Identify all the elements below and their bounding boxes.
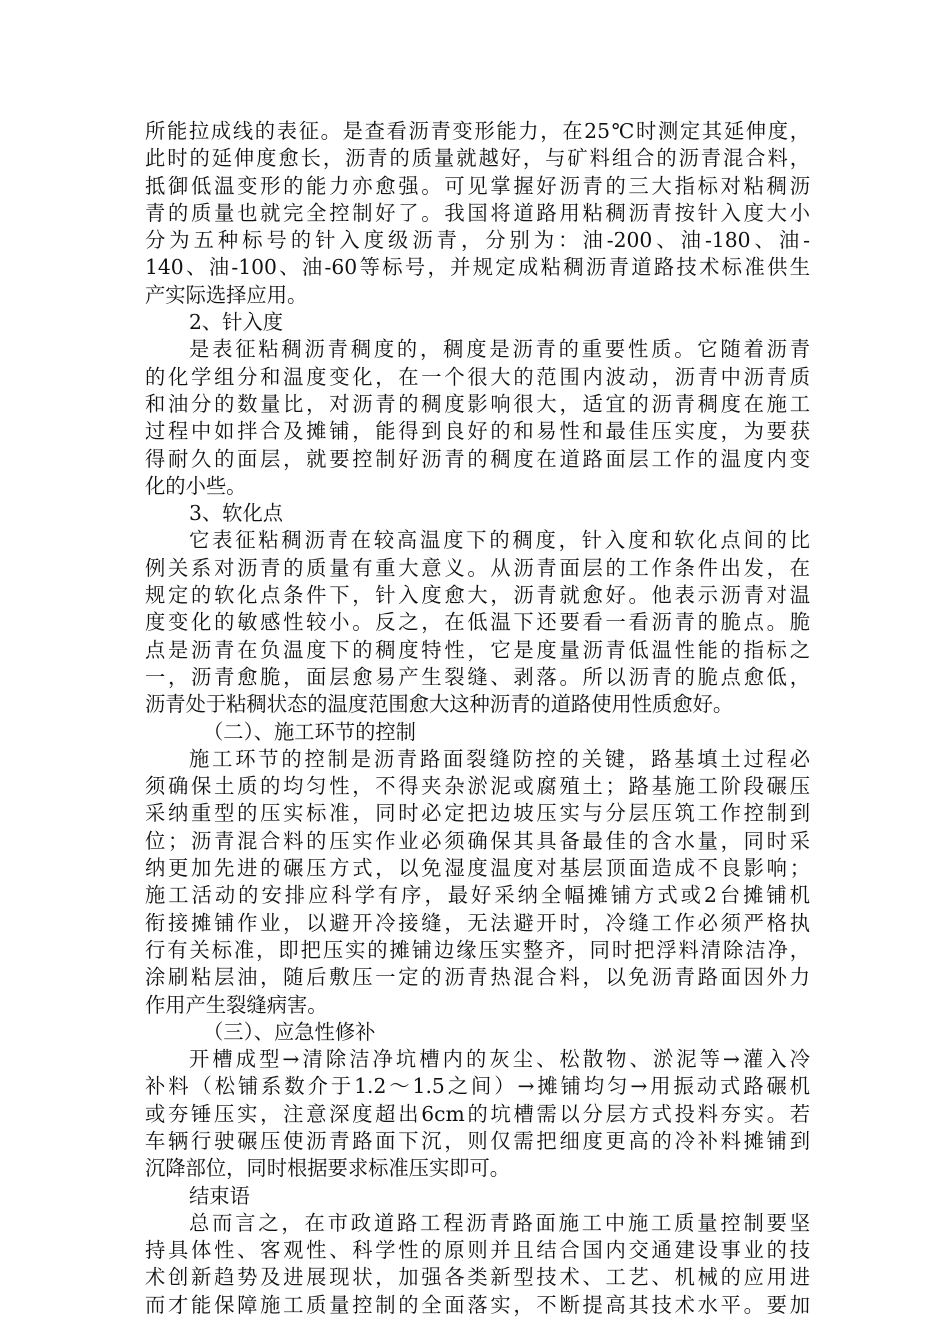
document-page (145, 118, 810, 1319)
text-line: 得耐久的面层，就要控制好沥青的稠度在道路面层工作的温度内变 (145, 446, 810, 471)
section-heading-construction-control: （二）、施工环节的控制 (203, 719, 416, 744)
text-line: 采纳重型的压实标准，同时必定把边坡压实与分层压筑工作控制到 (145, 801, 810, 826)
section-heading-emergency-repair: （三）、应急性修补 (203, 1019, 376, 1044)
text-line: 行有关标准，即把压实的摊铺边缘压实整齐，同时把浮料清除洁净， (145, 937, 810, 962)
text-line: 总而言之，在市政道路工程沥青路面施工中施工质量控制要坚 (189, 1210, 810, 1235)
text-line: 补料（松铺系数介于1.2～1.5之间）→摊铺均匀→用振动式路碾机 (145, 1074, 810, 1099)
text-line: 例关系对沥青的质量有重大意义。从沥青面层的工作条件出发，在 (145, 555, 810, 580)
paragraph-penetration (145, 336, 810, 500)
paragraph-softening-point (145, 527, 810, 718)
text-line: 车辆行驶碾压使沥青路面下沉，则仅需把细度更高的冷补料摊铺到 (145, 1128, 810, 1153)
paragraph-emergency-repair (145, 1046, 810, 1182)
text-line: 须确保土质的均匀性，不得夹杂淤泥或腐殖土；路基施工阶段碾压 (145, 774, 810, 799)
text-line: 或夯锤压实，注意深度超出6cm的坑槽需以分层方式投料夯实。若 (145, 1101, 810, 1126)
text-line: 规定的软化点条件下，针入度愈大，沥青就愈好。他表示沥青对温 (145, 583, 810, 608)
paragraph-construction-control (145, 746, 810, 1019)
section-heading-penetration: 2、针入度 (189, 310, 284, 335)
text-line: 沉降部位，同时根据要求标准压实即可。 (145, 1156, 511, 1181)
text-line: 化的小些。 (145, 473, 247, 498)
text-line: 术创新趋势及进展现状，加强各类新型技术、工艺、机械的应用进 (145, 1265, 810, 1290)
text-line: 140、油-100、油-60等标号，并规定成粘稠沥青道路技术标准供生 (145, 255, 810, 280)
text-line: 开槽成型→清除洁净坑槽内的灰尘、松散物、淤泥等→灌入冷 (189, 1047, 810, 1072)
text-line: 所能拉成线的表征。是查看沥青变形能力，在25℃时测定其延伸度， (145, 119, 810, 143)
text-line: 过程中如拌合及摊铺，能得到良好的和易性和最佳压实度，为要获 (145, 419, 810, 444)
text-line: 衔接摊铺作业，以避开冷接缝，无法避开时，冷缝工作必须严格执 (145, 910, 810, 935)
text-line: 而才能保障施工质量控制的全面落实，不断提高其技术水平。要加 (145, 1292, 810, 1317)
text-line: 点是沥青在负温度下的稠度特性，它是度量沥青低温性能的指标之 (145, 637, 810, 662)
paragraph-conclusion (145, 1210, 810, 1319)
text-line: 施工环节的控制是沥青路面裂缝防控的关键，路基填土过程必 (189, 746, 810, 771)
text-line: 产实际选择应用。 (145, 282, 308, 307)
text-line: 度变化的敏感性较小。反之，在低温下还要看一看沥青的脆点。脆 (145, 610, 810, 635)
section-heading-conclusion: 结束语 (189, 1183, 250, 1208)
text-line: 持具体性、客观性、科学性的原则并且结合国内交通建设事业的技 (145, 1238, 810, 1263)
paragraph-ductility (145, 118, 810, 309)
text-line: 抵御低温变形的能力亦愈强。可见掌握好沥青的三大指标对粘稠沥 (145, 173, 810, 198)
text-line: 纳更加先进的碾压方式，以免湿度温度对基层顶面造成不良影响； (145, 856, 810, 881)
text-line: 它表征粘稠沥青在较高温度下的稠度，针入度和软化点间的比 (189, 528, 810, 553)
text-line: 是表征粘稠沥青稠度的，稠度是沥青的重要性质。它随着沥青 (189, 337, 810, 362)
text-line: 一，沥青愈脆，面层愈易产生裂缝、剥落。所以沥青的脆点愈低， (145, 664, 810, 689)
text-line: 分为五种标号的针入度级沥青，分别为：油-200、油-180、油- (145, 228, 810, 253)
text-line: 位；沥青混合料的压实作业必须确保其具备最佳的含水量，同时采 (145, 828, 810, 853)
text-line: 青的质量也就完全控制好了。我国将道路用粘稠沥青按针入度大小 (145, 200, 810, 225)
text-line: 作用产生裂缝病害。 (145, 992, 328, 1017)
text-line: 施工活动的安排应科学有序，最好采纳全幅摊铺方式或2台摊铺机 (145, 883, 810, 908)
text-line: 此时的延伸度愈长，沥青的质量就越好，与矿料组合的沥青混合料， (145, 146, 810, 171)
text-line: 涂刷粘层油，随后敷压一定的沥青热混合料，以免沥青路面因外力 (145, 965, 810, 990)
text-line: 和油分的数量比，对沥青的稠度影响很大，适宜的沥青稠度在施工 (145, 391, 810, 416)
text-line: 沥青处于粘稠状态的温度范围愈大这种沥青的道路使用性质愈好。 (145, 692, 734, 717)
section-heading-softening-point: 3、软化点 (189, 501, 284, 526)
text-line: 的化学组分和温度变化，在一个很大的范围内波动，沥青中沥青质 (145, 364, 810, 389)
